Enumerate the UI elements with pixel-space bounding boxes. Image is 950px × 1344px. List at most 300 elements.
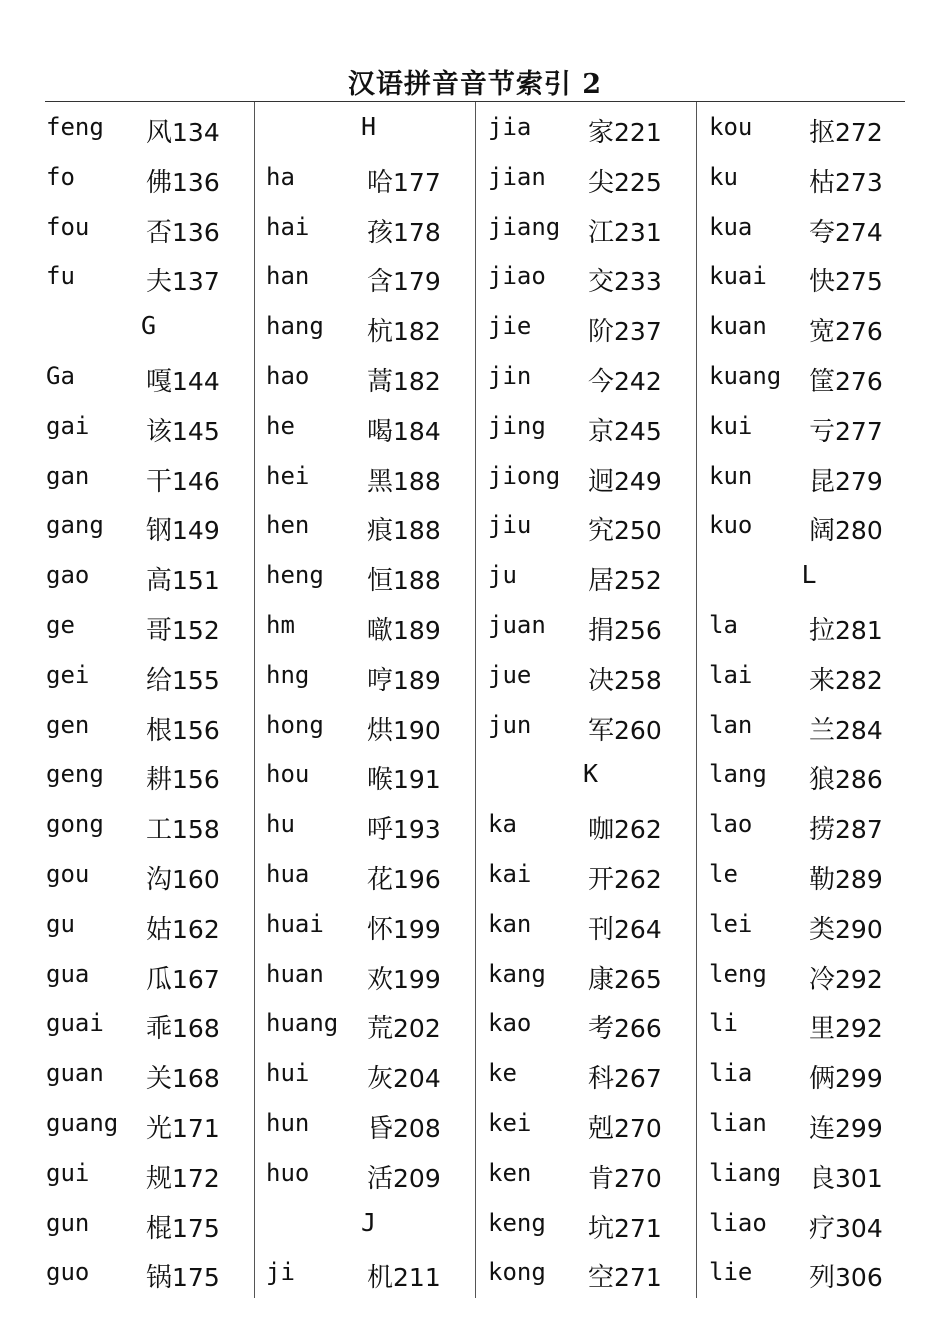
page-number: 211 — [393, 1263, 441, 1293]
index-entry — [46, 502, 251, 552]
page-number: 171 — [172, 1113, 220, 1143]
page-number: 202 — [393, 1014, 441, 1044]
page-number: 137 — [172, 267, 220, 297]
example-character: 孩 — [367, 217, 394, 248]
hanzi-with-page — [809, 1008, 883, 1045]
page-number: 237 — [614, 317, 662, 347]
hanzi-with-page — [809, 461, 883, 498]
hanzi-with-page — [146, 859, 220, 896]
hanzi-with-page — [809, 1208, 883, 1245]
example-character: 京 — [588, 416, 615, 447]
column-divider — [475, 102, 476, 1298]
page-number: 162 — [172, 914, 220, 944]
page-number: 177 — [393, 167, 441, 197]
example-character: 阶 — [588, 317, 615, 348]
hanzi-with-page — [146, 112, 220, 149]
hanzi-with-page — [367, 212, 441, 249]
pinyin-syllable: jin — [488, 361, 532, 390]
pinyin-syllable: hei — [266, 461, 310, 490]
pinyin-syllable: kang — [488, 959, 546, 988]
index-entry — [488, 1050, 693, 1100]
pinyin-syllable: ka — [488, 810, 517, 839]
hanzi-with-page — [809, 610, 883, 647]
page-number: 208 — [393, 1113, 441, 1143]
page-number: 182 — [393, 366, 441, 396]
hanzi-with-page — [809, 112, 883, 149]
hanzi-with-page — [146, 1008, 220, 1045]
hanzi-with-page — [809, 759, 883, 796]
hanzi-with-page — [588, 1158, 662, 1195]
page-number: 134 — [172, 118, 220, 147]
index-entry — [709, 403, 909, 453]
page-number: 158 — [172, 815, 220, 845]
hanzi-with-page — [367, 311, 441, 348]
index-entry — [46, 851, 251, 901]
example-character: 今 — [588, 366, 615, 397]
example-character: 哥 — [146, 615, 173, 646]
page-number: 270 — [614, 1163, 662, 1193]
page-number: 156 — [172, 765, 220, 795]
hanzi-with-page — [146, 461, 220, 498]
hanzi-with-page — [809, 162, 883, 199]
pinyin-syllable: fo — [46, 162, 75, 191]
pinyin-syllable: kuang — [709, 361, 782, 390]
hanzi-with-page — [588, 361, 662, 398]
example-character: 坑 — [588, 1213, 615, 1244]
example-character: 肯 — [588, 1163, 615, 1194]
index-entry — [46, 1100, 251, 1150]
column-divider — [254, 102, 255, 1298]
index-entry — [266, 303, 471, 353]
page-number: 209 — [393, 1163, 441, 1193]
page-number: 264 — [614, 914, 662, 944]
hanzi-with-page — [809, 1058, 883, 1095]
page-number: 156 — [172, 715, 220, 745]
hanzi-with-page — [146, 162, 220, 199]
hanzi-with-page — [367, 660, 441, 697]
page-number: 184 — [393, 416, 441, 446]
page-number: 191 — [393, 765, 441, 795]
index-entry — [488, 502, 693, 552]
example-character: 捞 — [809, 815, 836, 846]
example-character: 喝 — [367, 416, 394, 447]
pinyin-syllable: liao — [709, 1208, 767, 1237]
hanzi-with-page — [367, 361, 441, 398]
example-character: 昆 — [809, 466, 836, 497]
page-number: 276 — [835, 317, 883, 347]
hanzi-with-page — [809, 411, 883, 448]
page-number: 287 — [835, 815, 883, 845]
page-title: 汉语拼音音节索引 2 — [347, 69, 603, 100]
pinyin-syllable: hu — [266, 810, 295, 839]
pinyin-syllable: han — [266, 262, 310, 291]
page-number: 275 — [835, 267, 883, 297]
index-entry — [709, 253, 909, 303]
index-entry — [46, 751, 251, 801]
page-number: 146 — [172, 466, 220, 496]
hanzi-with-page — [809, 710, 883, 747]
page-number: 304 — [835, 1213, 883, 1243]
example-character: 含 — [367, 267, 394, 298]
hanzi-with-page — [146, 710, 220, 747]
index-entry — [488, 204, 693, 254]
example-character: 关 — [146, 1064, 173, 1095]
pinyin-syllable: hang — [266, 312, 324, 341]
example-character: 良 — [809, 1163, 836, 1194]
example-character: 否 — [146, 217, 173, 248]
pinyin-syllable: lao — [709, 810, 753, 839]
index-entry — [709, 1150, 909, 1200]
page-number: 273 — [835, 167, 883, 197]
hanzi-with-page — [146, 510, 220, 547]
pinyin-syllable: jie — [488, 312, 532, 341]
hanzi-with-page — [588, 1257, 662, 1294]
index-entry — [709, 901, 909, 951]
index-entry — [709, 502, 909, 552]
pinyin-syllable: ju — [488, 561, 517, 590]
pinyin-syllable: geng — [46, 760, 104, 789]
index-entry — [709, 353, 909, 403]
index-entry — [46, 702, 251, 752]
page-number: 231 — [614, 217, 662, 247]
index-entry — [266, 1000, 471, 1050]
hanzi-with-page — [809, 212, 883, 249]
page-number: 175 — [172, 1263, 220, 1293]
hanzi-with-page — [588, 710, 662, 747]
hanzi-with-page — [146, 411, 220, 448]
example-character: 烘 — [367, 715, 394, 746]
hanzi-with-page — [146, 212, 220, 249]
example-character: 怀 — [367, 914, 394, 945]
page-number: 281 — [835, 615, 883, 645]
page-number: 299 — [835, 1113, 883, 1143]
section-heading — [709, 552, 909, 602]
pinyin-syllable: hai — [266, 212, 310, 241]
pinyin-syllable: ku — [709, 162, 738, 191]
pinyin-syllable: hun — [266, 1108, 310, 1137]
example-character: 类 — [809, 914, 836, 945]
index-entry — [709, 602, 909, 652]
pinyin-syllable: jue — [488, 660, 532, 689]
example-character: 嘎 — [146, 366, 173, 397]
hanzi-with-page — [367, 411, 441, 448]
example-character: 来 — [809, 665, 836, 696]
hanzi-with-page — [588, 162, 662, 199]
index-entry — [46, 353, 251, 403]
pinyin-syllable: jun — [488, 710, 532, 739]
pinyin-syllable: huan — [266, 959, 324, 988]
hanzi-with-page — [367, 1158, 441, 1195]
section-letter: K — [582, 759, 599, 789]
example-character: 快 — [809, 267, 836, 298]
pinyin-syllable: kuo — [709, 511, 753, 540]
hanzi-with-page — [367, 710, 441, 747]
pinyin-syllable: guai — [46, 1009, 104, 1038]
index-entry — [488, 353, 693, 403]
hanzi-with-page — [588, 909, 662, 946]
pinyin-syllable: feng — [46, 113, 104, 141]
pinyin-syllable: liang — [709, 1158, 782, 1187]
pinyin-syllable: gou — [46, 859, 90, 888]
index-entry — [488, 702, 693, 752]
page-number: 272 — [835, 118, 883, 147]
page-number: 221 — [614, 118, 662, 147]
pinyin-syllable: leng — [709, 959, 767, 988]
pinyin-syllable: fu — [46, 262, 75, 291]
example-character: 工 — [146, 815, 173, 846]
example-character: 耕 — [146, 765, 173, 796]
pinyin-syllable: gu — [46, 909, 75, 938]
index-entry — [488, 801, 693, 851]
hanzi-with-page — [588, 1108, 662, 1145]
pinyin-syllable: guang — [46, 1108, 119, 1137]
index-entry — [488, 951, 693, 1001]
index-entry — [488, 602, 693, 652]
index-entry — [488, 1100, 693, 1150]
example-character: 兰 — [809, 715, 836, 746]
hanzi-with-page — [809, 809, 883, 846]
index-entry — [488, 453, 693, 503]
hanzi-with-page — [146, 1108, 220, 1145]
example-character: 康 — [588, 964, 615, 995]
index-entry — [266, 403, 471, 453]
example-character: 冷 — [809, 964, 836, 995]
index-entry — [709, 204, 909, 254]
page-number: 245 — [614, 416, 662, 446]
pinyin-syllable: ha — [266, 162, 295, 191]
index-entry — [488, 303, 693, 353]
pinyin-syllable: heng — [266, 561, 324, 590]
pinyin-syllable: kou — [709, 113, 753, 141]
page-number: 188 — [393, 566, 441, 596]
index-column-2 — [266, 104, 471, 1299]
pinyin-syllable: gan — [46, 461, 90, 490]
pinyin-syllable: hen — [266, 511, 310, 540]
hanzi-with-page — [367, 1108, 441, 1145]
pinyin-syllable: hm — [266, 610, 295, 639]
index-entry — [488, 851, 693, 901]
pinyin-syllable: lai — [709, 660, 753, 689]
hanzi-with-page — [588, 461, 662, 498]
page-number: 152 — [172, 615, 220, 645]
example-character: 光 — [146, 1113, 173, 1144]
example-character: 宽 — [809, 317, 836, 348]
page-number: 265 — [614, 964, 662, 994]
page-number: 276 — [835, 366, 883, 396]
index-entry — [266, 154, 471, 204]
index-entry — [266, 453, 471, 503]
hanzi-with-page — [588, 959, 662, 996]
hanzi-with-page — [809, 1158, 883, 1195]
example-character: 姑 — [146, 914, 173, 945]
hanzi-with-page — [367, 610, 441, 647]
hanzi-with-page — [146, 261, 220, 298]
example-character: 勒 — [809, 864, 836, 895]
page-number: 172 — [172, 1163, 220, 1193]
page-number: 284 — [835, 715, 883, 745]
pinyin-syllable: hao — [266, 361, 310, 390]
page-number: 292 — [835, 964, 883, 994]
example-character: 拉 — [809, 615, 836, 646]
page-number: 199 — [393, 964, 441, 994]
page-number: 267 — [614, 1064, 662, 1094]
pinyin-syllable: lang — [709, 760, 767, 789]
example-character: 风 — [146, 118, 173, 148]
example-character: 刊 — [588, 914, 615, 945]
pinyin-syllable: gao — [46, 561, 90, 590]
index-column-3 — [488, 104, 693, 1299]
pinyin-syllable: gen — [46, 710, 90, 739]
page-number: 289 — [835, 864, 883, 894]
index-entry — [709, 303, 909, 353]
hanzi-with-page — [809, 959, 883, 996]
page-number: 160 — [172, 864, 220, 894]
index-column-1 — [46, 104, 251, 1299]
hanzi-with-page — [588, 261, 662, 298]
index-entry — [46, 154, 251, 204]
hanzi-with-page — [809, 909, 883, 946]
index-entry — [488, 253, 693, 303]
page-number: 301 — [835, 1163, 883, 1193]
example-character: 钢 — [146, 516, 173, 547]
hanzi-with-page — [809, 859, 883, 896]
index-entry — [266, 702, 471, 752]
page-number: 136 — [172, 217, 220, 247]
example-character: 该 — [146, 416, 173, 447]
pinyin-syllable: kong — [488, 1258, 546, 1287]
index-entry — [488, 104, 693, 154]
pinyin-syllable: huai — [266, 909, 324, 938]
hanzi-with-page — [146, 759, 220, 796]
pinyin-syllable: ji — [266, 1258, 295, 1287]
example-character: 高 — [146, 566, 173, 597]
page-number: 196 — [393, 864, 441, 894]
index-entry — [709, 1249, 909, 1299]
page-number: 252 — [614, 566, 662, 596]
example-character: 哈 — [367, 167, 394, 198]
hanzi-with-page — [588, 1008, 662, 1045]
hanzi-with-page — [367, 261, 441, 298]
pinyin-syllable: ge — [46, 610, 75, 639]
hanzi-with-page — [146, 1208, 220, 1245]
page-number: 286 — [835, 765, 883, 795]
page-number: 271 — [614, 1213, 662, 1243]
example-character: 抠 — [809, 118, 836, 148]
index-entry — [709, 851, 909, 901]
pinyin-syllable: kun — [709, 461, 753, 490]
index-entry — [709, 1050, 909, 1100]
hanzi-with-page — [588, 112, 662, 149]
pinyin-syllable: jia — [488, 113, 532, 141]
example-character: 疗 — [809, 1213, 836, 1244]
example-character: 究 — [588, 516, 615, 547]
index-entry — [46, 1249, 251, 1299]
page-number: 262 — [614, 864, 662, 894]
example-character: 俩 — [809, 1064, 836, 1095]
example-character: 狼 — [809, 765, 836, 796]
pinyin-syllable: huo — [266, 1158, 310, 1187]
example-character: 里 — [809, 1014, 836, 1045]
index-entry — [46, 602, 251, 652]
pinyin-syllable: gong — [46, 810, 104, 839]
index-entry — [46, 1000, 251, 1050]
page-number: 190 — [393, 715, 441, 745]
example-character: 夸 — [809, 217, 836, 248]
page-number: 256 — [614, 615, 662, 645]
example-character: 家 — [588, 118, 615, 148]
page-number: 193 — [393, 815, 441, 845]
pinyin-syllable: jiu — [488, 511, 532, 540]
pinyin-syllable: jiang — [488, 212, 561, 241]
pinyin-syllable: lia — [709, 1059, 753, 1088]
hanzi-with-page — [588, 859, 662, 896]
hanzi-with-page — [588, 311, 662, 348]
example-character: 开 — [588, 864, 615, 895]
example-character: 欢 — [367, 964, 394, 995]
page-number: 188 — [393, 466, 441, 496]
pinyin-syllable: gang — [46, 511, 104, 540]
pinyin-syllable: he — [266, 411, 295, 440]
hanzi-with-page — [367, 809, 441, 846]
example-character: 噷 — [367, 615, 394, 646]
index-entry — [266, 1249, 471, 1299]
pinyin-syllable: lei — [709, 909, 753, 938]
example-character: 荒 — [367, 1014, 394, 1045]
pinyin-syllable: jing — [488, 411, 546, 440]
example-character: 沟 — [146, 864, 173, 895]
pinyin-syllable: gun — [46, 1208, 90, 1237]
example-character: 恒 — [367, 566, 394, 597]
pinyin-syllable: la — [709, 610, 738, 639]
page-number: 149 — [172, 516, 220, 546]
example-character: 喉 — [367, 765, 394, 796]
pinyin-syllable: lian — [709, 1108, 767, 1137]
pinyin-syllable: jian — [488, 162, 546, 191]
pinyin-syllable: kuan — [709, 312, 767, 341]
page-number: 280 — [835, 516, 883, 546]
page-number: 136 — [172, 167, 220, 197]
example-character: 灰 — [367, 1064, 394, 1095]
page-number: 188 — [393, 516, 441, 546]
page-number: 262 — [614, 815, 662, 845]
index-entry — [46, 204, 251, 254]
index-entry — [266, 353, 471, 403]
index-entry — [46, 1200, 251, 1250]
index-entry — [46, 1050, 251, 1100]
hanzi-with-page — [146, 1257, 220, 1294]
hanzi-with-page — [588, 411, 662, 448]
example-character: 锅 — [146, 1263, 173, 1294]
example-character: 呼 — [367, 815, 394, 846]
page-number: 144 — [172, 366, 220, 396]
index-entry — [46, 552, 251, 602]
page-number: 189 — [393, 665, 441, 695]
hanzi-with-page — [146, 1158, 220, 1195]
index-entry — [46, 253, 251, 303]
index-entry — [46, 801, 251, 851]
pinyin-syllable: jiong — [488, 461, 561, 490]
index-entry — [266, 602, 471, 652]
example-character: 给 — [146, 665, 173, 696]
example-character: 阔 — [809, 516, 836, 547]
hanzi-with-page — [588, 1058, 662, 1095]
index-entry — [709, 154, 909, 204]
hanzi-with-page — [367, 1058, 441, 1095]
pinyin-syllable: hng — [266, 660, 310, 689]
section-heading — [46, 303, 251, 353]
section-letter: J — [360, 1207, 377, 1237]
index-entry — [709, 1200, 909, 1250]
